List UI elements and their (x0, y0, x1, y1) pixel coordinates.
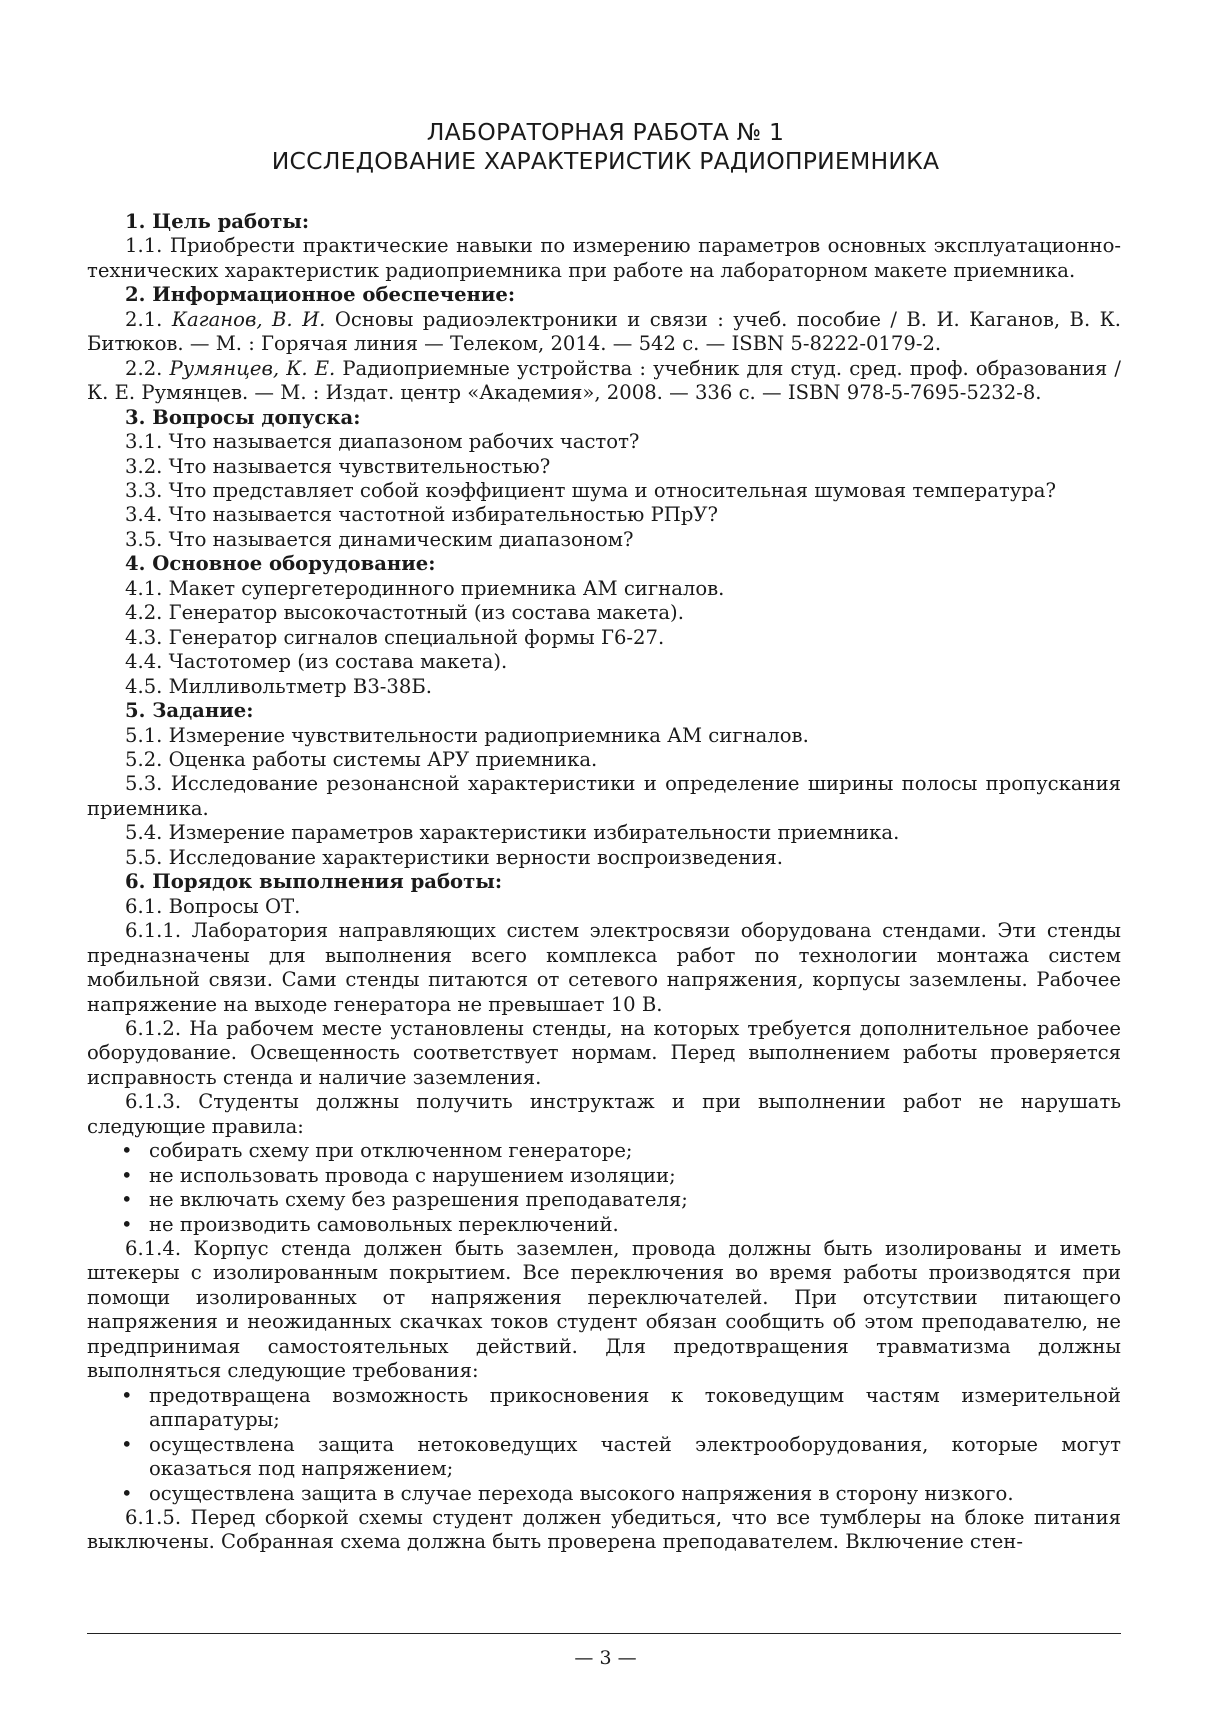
paragraph: 6.1.2. На рабочем месте установлены стенды, на которых требуется дополнительное рабочее оборудование. Освещенность соответствует нормам. Перед выполнением работы проверяется исправность стенда и наличие заземления. (87, 1016, 1121, 1089)
footer-divider (87, 1633, 1121, 1634)
bullet-item: • не производить самовольных переключений. (87, 1213, 1121, 1237)
bullet-item: • осуществлена защита нетоковедущих частей электрооборудования, которые могут оказаться под напряжением; (87, 1433, 1121, 1482)
page-number: — 3 — (574, 1647, 637, 1669)
reference-author: Румянцев, К. Е. (169, 356, 336, 380)
section-heading: 3. Вопросы допуска: (125, 405, 361, 429)
list-item: 5.1. Измерение чувствительности радиоприемника АМ сигналов. (125, 723, 809, 747)
reference-number: 2.2. (125, 356, 170, 380)
paragraph: 6.1.1. Лаборатория направляющих систем электросвязи оборудована стендами. Эти стенды предназначены для выполнения всего комплекса работ по технологии монтажа систем мобильной связи. Сами стенды питаются от сетевого напряжения, корпусы заземлены. Рабочее напряжение на выходе генератора не превышает 10 В. (87, 919, 1121, 1016)
bullet-item: • осуществлена защита в случае перехода высокого напряжения в сторону низкого. (87, 1482, 1121, 1506)
list-item: 5.2. Оценка работы системы АРУ приемника. (125, 747, 598, 771)
requirements-list (87, 1384, 1121, 1506)
title-line-2: ИССЛЕДОВАНИЕ ХАРАКТЕРИСТИК РАДИОПРИЕМНИКА (271, 147, 940, 175)
bullet-item: • не использовать провода с нарушением изоляции; (87, 1164, 1121, 1188)
list-item: 4.5. Милливольтметр В3-38Б. (125, 674, 432, 698)
reference-text: Основы радиоэлектроники и связи : учеб. пособие / В. И. Каганов, В. К. Битюков. — М. : Горячая линия — Телеком, 2014. — 542 с. — ISBN 5-8222-0179-2. (87, 307, 1121, 356)
section-heading: 6. Порядок выполнения работы: (125, 870, 503, 894)
list-item: 5.4. Измерение параметров характеристики избирательности приемника. (125, 821, 900, 845)
reference-author: Каганов, В. И. (171, 307, 326, 331)
paragraph: 1.1. Приобрести практические навыки по измерению параметров основных эксплуатационно-технических характеристик радиоприемника при работе на лабораторном макете приемника. (87, 234, 1121, 282)
list-item: 4.1. Макет супергетеродинного приемника АМ сигналов. (125, 576, 725, 600)
reference-text: Радиоприемные устройства : учебник для студ. сред. проф. образования / К. Е. Румянцев. — М. : Издат. центр «Академия», 2008. — 336 с. — ISBN 978-5-7695-5232-8. (87, 356, 1121, 405)
section-heading: 1. Цель работы: (125, 210, 310, 233)
paragraph: 6.1. Вопросы ОТ. (125, 894, 301, 918)
bullet-item: • предотвращена возможность прикосновения к токоведущим частям измерительной аппаратуры; (87, 1384, 1121, 1433)
paragraph: 6.1.3. Студенты должны получить инструктаж и при выполнении работ не нарушать следующие правила: (87, 1090, 1121, 1138)
section-heading: 4. Основное оборудование: (125, 552, 436, 576)
reference-item (87, 357, 1121, 406)
list-item: 3.2. Что называется чувствительностью? (125, 454, 551, 478)
rules-list (87, 1139, 1121, 1237)
list-item: 3.3. Что представляет собой коэффициент шума и относительная шумовая температура? (125, 478, 1056, 502)
list-item: 3.5. Что называется динамическим диапазоном? (125, 527, 634, 551)
list-item: 5.3. Исследование резонансной характеристики и определение ширины полосы пропускания приемника. (87, 772, 1121, 820)
reference-item (87, 308, 1121, 357)
section-heading: 5. Задание: (125, 699, 254, 723)
list-item: 4.2. Генератор высокочастотный (из состава макета). (125, 601, 684, 625)
list-item: 4.3. Генератор сигналов специальной формы Г6-27. (125, 625, 665, 649)
section-heading: 2. Информационное обеспечение: (125, 283, 516, 307)
list-item: 5.5. Исследование характеристики верности воспроизведения. (125, 845, 783, 869)
paragraph: 6.1.5. Перед сборкой схемы студент должен убедиться, что все тумблеры на блоке питания выключены. Собранная схема должна быть проверена преподавателем. Включение стен- (87, 1506, 1121, 1554)
reference-number: 2.1. (125, 307, 172, 331)
title-line-1: ЛАБОРАТОРНАЯ РАБОТА № 1 (426, 118, 785, 146)
list-item: 3.4. Что называется частотной избирательностью РПрУ? (125, 503, 719, 527)
list-item: 3.1. Что называется диапазоном рабочих частот? (125, 430, 640, 454)
list-item: 4.4. Частотомер (из состава макета). (125, 650, 508, 674)
document-title (0, 118, 1211, 176)
paragraph: 6.1.4. Корпус стенда должен быть заземлен, провода должны быть изолированы и иметь штекеры с изолированным покрытием. Все переключения во время работы производятся при помощи изолированных от напряжения переключателей. При отсутствии питающего напряжения и неожиданных скачках токов студент обязан сообщить об этом преподавателю, не предпринимая самостоятельных действий. Для предотвращения травматизма должны выполняться следующие требования: (87, 1237, 1121, 1383)
bullet-item: • собирать схему при отключенном генераторе; (87, 1139, 1121, 1163)
bullet-item: • не включать схему без разрешения преподавателя; (87, 1188, 1121, 1212)
document-body (87, 210, 1121, 1555)
